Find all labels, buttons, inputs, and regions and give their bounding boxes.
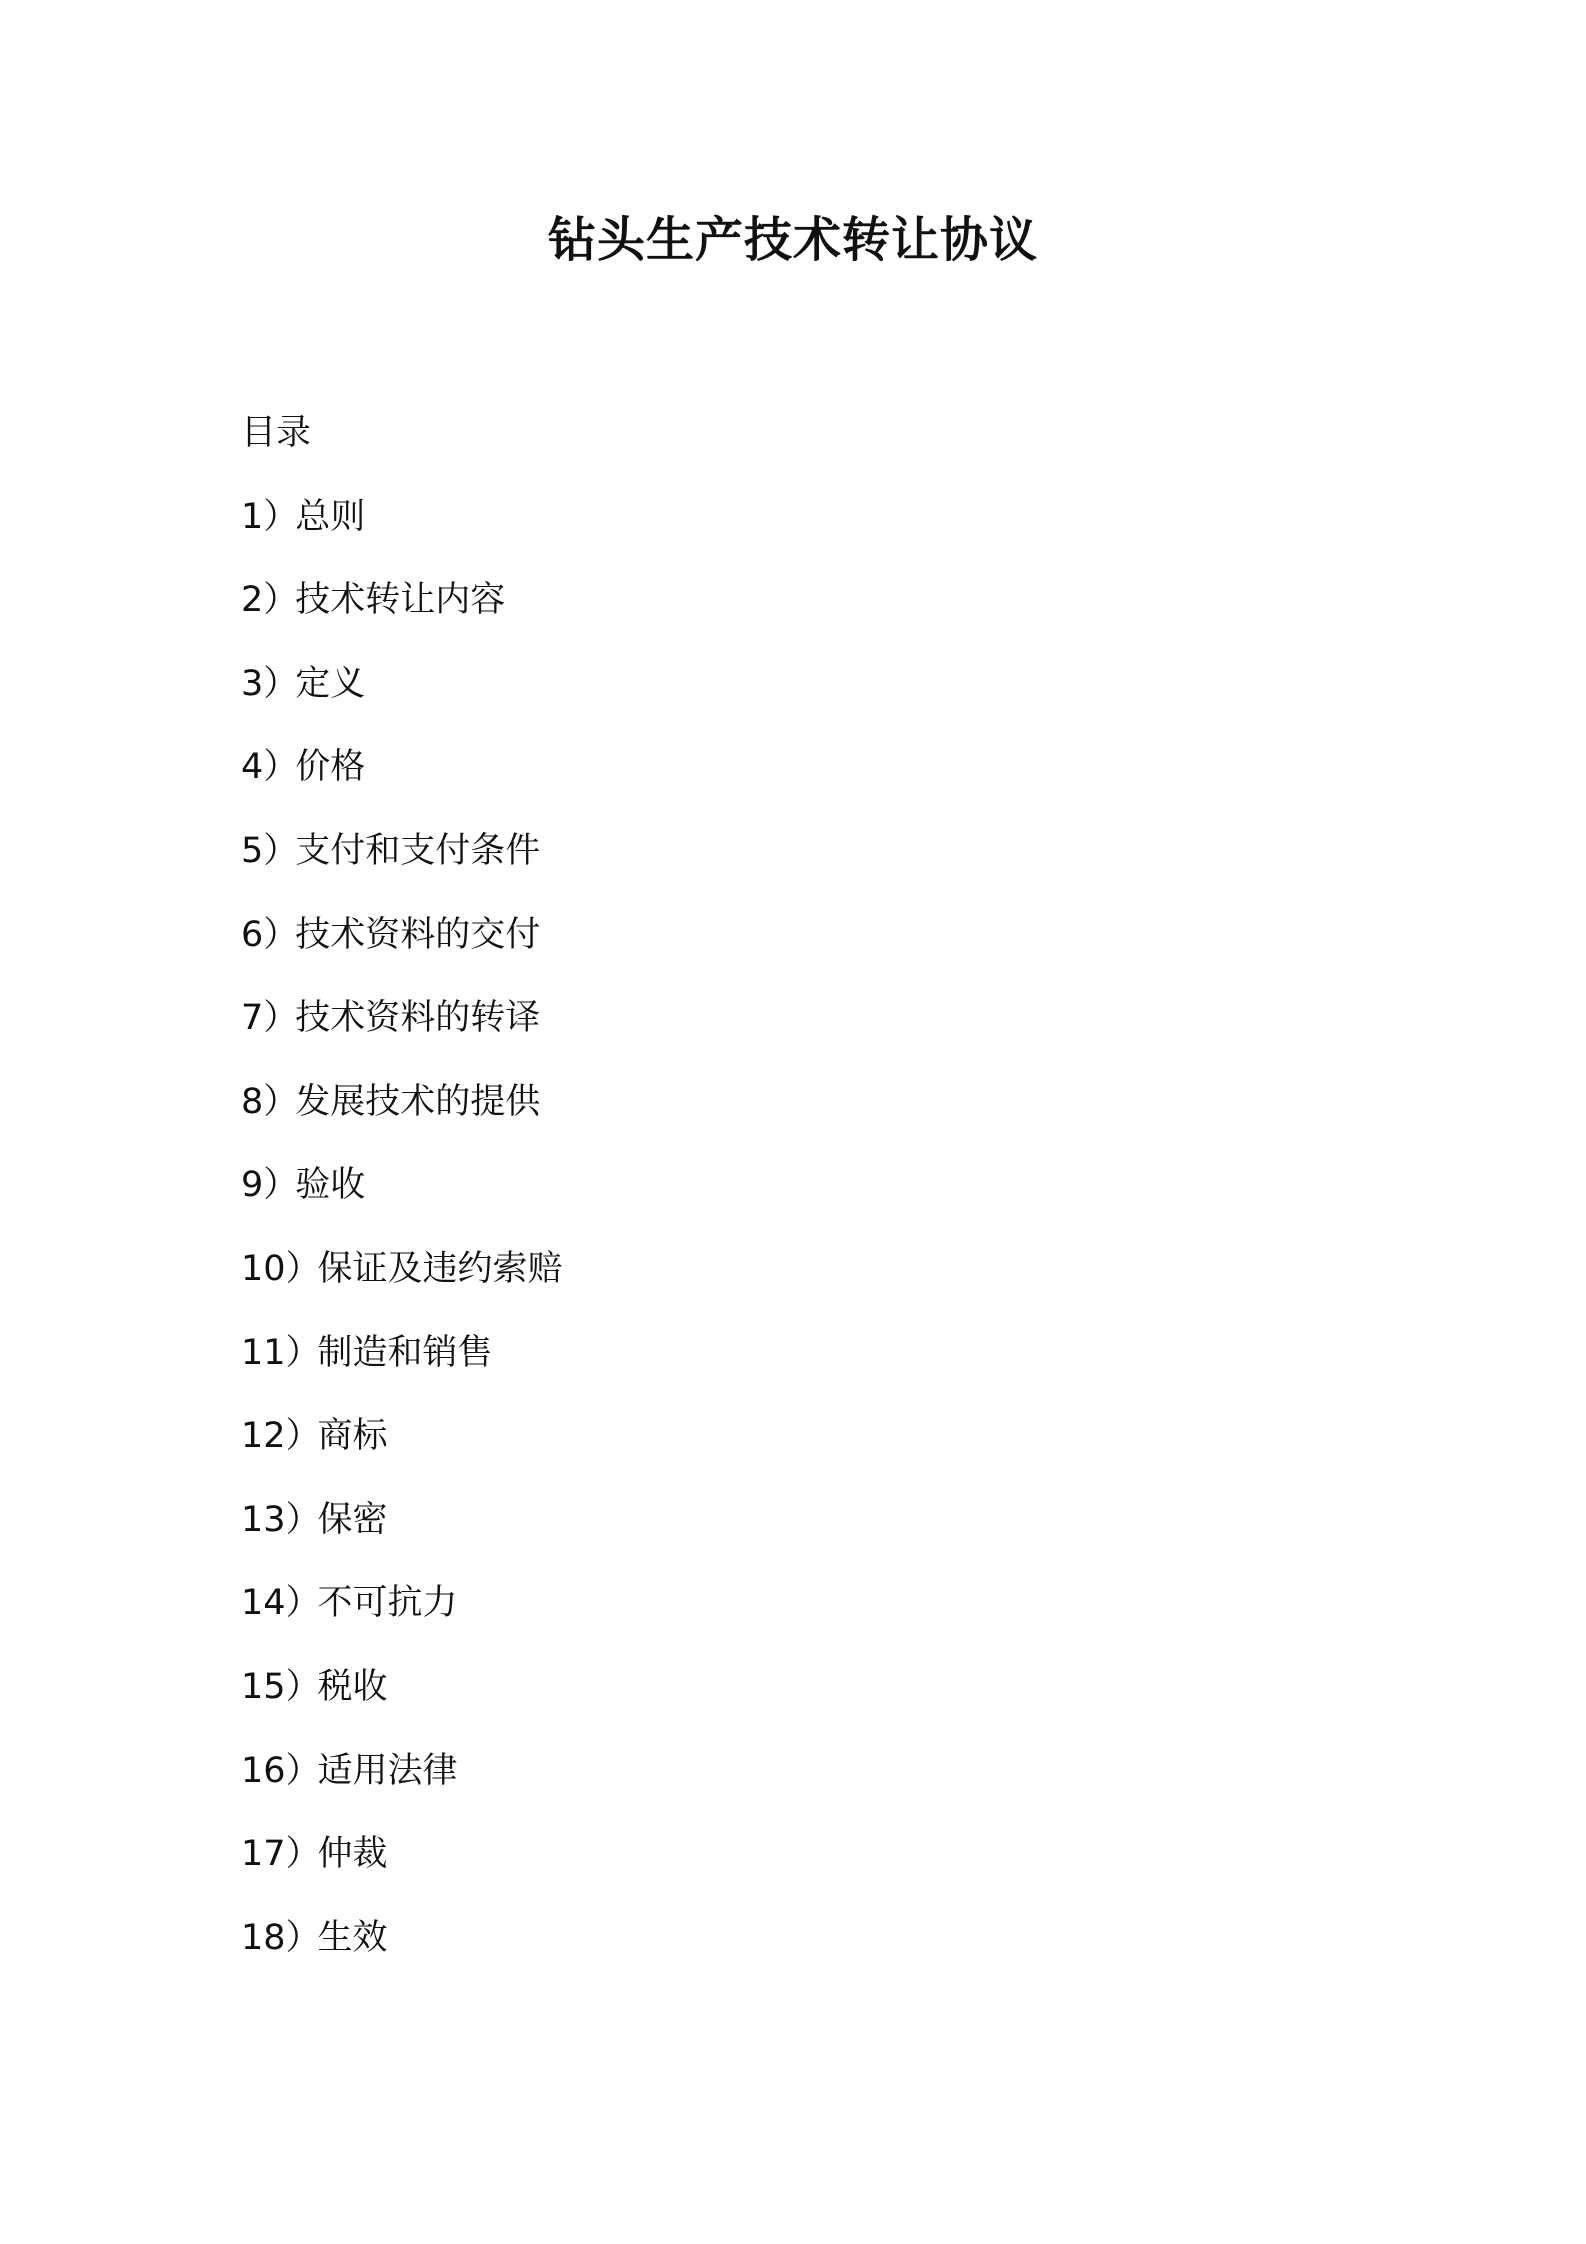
toc-item-number: 13 (241, 1499, 286, 1540)
toc-item-label: 不可抗力 (317, 1583, 458, 1624)
toc-item-paren: ） (285, 1583, 321, 1624)
toc-item-paren: ） (263, 914, 299, 955)
toc-item (241, 1411, 1341, 1461)
toc-item-paren: ） (263, 830, 299, 871)
toc-item-label: 仲裁 (317, 1834, 388, 1875)
toc-item-paren: ） (263, 1081, 299, 1122)
toc-item-label: 制造和销售 (317, 1332, 493, 1373)
toc-item-paren: ） (285, 1666, 321, 1707)
toc-item-number: 5 (241, 830, 264, 871)
toc-item-number: 1 (241, 496, 264, 537)
toc-item-number: 11 (241, 1332, 286, 1373)
toc-item-paren: ） (285, 1416, 321, 1457)
toc-item (241, 1495, 1341, 1545)
toc-item-label: 验收 (295, 1165, 366, 1206)
toc-item-label: 适用法律 (317, 1750, 458, 1791)
toc-item (241, 993, 1341, 1043)
toc-item (241, 1913, 1341, 1963)
toc-item-number: 10 (241, 1248, 286, 1289)
toc-item-label: 生效 (317, 1917, 388, 1958)
toc-item (241, 659, 1341, 709)
toc-item-paren: ） (285, 1834, 321, 1875)
toc-item (241, 742, 1341, 792)
toc-item-paren: ） (285, 1750, 321, 1791)
toc-item (241, 1829, 1341, 1879)
toc-item-paren: ） (263, 580, 299, 621)
toc-item-label: 价格 (295, 747, 366, 788)
toc-item-paren: ） (263, 1165, 299, 1206)
toc-item-label: 技术转让内容 (295, 580, 506, 621)
toc-item-number: 7 (241, 998, 264, 1039)
toc-item-paren: ） (263, 998, 299, 1039)
toc-item-label: 支付和支付条件 (295, 830, 541, 871)
toc-item (241, 492, 1341, 542)
toc-item-paren: ） (285, 1248, 321, 1289)
toc-item-number: 6 (241, 914, 264, 955)
document-title: 钻头生产技术转让协议 (547, 212, 1038, 268)
toc-item-number: 15 (241, 1666, 286, 1707)
toc-item-label: 技术资料的交付 (295, 914, 541, 955)
toc-item-paren: ） (285, 1917, 321, 1958)
toc-item-paren: ） (285, 1499, 321, 1540)
toc-item-label: 定义 (295, 663, 366, 704)
toc-item-number: 14 (241, 1583, 286, 1624)
toc-item-number: 17 (241, 1834, 286, 1875)
toc-item-label: 技术资料的转译 (295, 998, 541, 1039)
toc-item-label: 保证及违约索赔 (317, 1248, 563, 1289)
toc-item (241, 1578, 1341, 1628)
toc-item-number: 12 (241, 1416, 286, 1457)
toc-item-number: 9 (241, 1165, 264, 1206)
toc-item-label: 保密 (317, 1499, 388, 1540)
toc-item-number: 3 (241, 663, 264, 704)
toc-item-number: 16 (241, 1750, 286, 1791)
toc-heading: 目录 (241, 413, 312, 453)
toc-item-number: 2 (241, 580, 264, 621)
toc-item-paren: ） (263, 663, 299, 704)
toc-item-number: 8 (241, 1081, 264, 1122)
toc-item (241, 1746, 1341, 1796)
toc-item-label: 商标 (317, 1416, 388, 1457)
toc-item (241, 1244, 1341, 1294)
toc-item-label: 发展技术的提供 (295, 1081, 541, 1122)
toc-item (241, 910, 1341, 960)
toc-item (241, 1662, 1341, 1712)
toc-item (241, 1077, 1341, 1127)
toc-item (241, 575, 1341, 625)
toc-item-number: 18 (241, 1917, 286, 1958)
toc-item-paren: ） (263, 747, 299, 788)
toc-item-paren: ） (285, 1332, 321, 1373)
toc-item-label: 总则 (295, 496, 366, 537)
toc-item-number: 4 (241, 747, 264, 788)
toc-item-paren: ） (263, 496, 299, 537)
toc-item (241, 1328, 1341, 1378)
toc-item (241, 1160, 1341, 1210)
table-of-contents (241, 408, 1341, 1996)
toc-item-label: 税收 (317, 1666, 388, 1707)
toc-item (241, 826, 1341, 876)
toc-list (241, 492, 1341, 1963)
